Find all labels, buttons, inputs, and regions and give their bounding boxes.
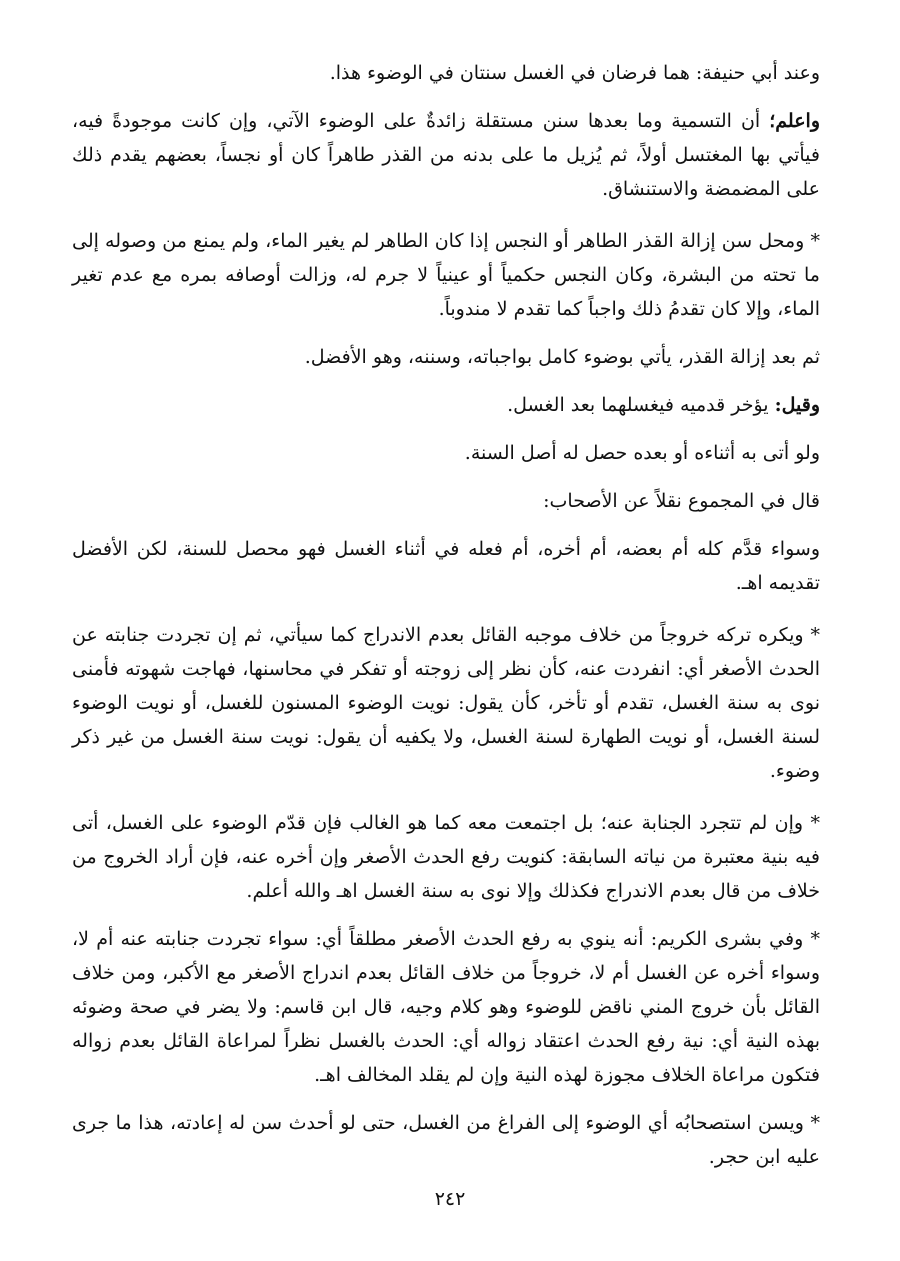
paragraph-it-is-said: وقيل: يؤخر قدميه فيغسلهما بعد الغسل. <box>507 394 820 416</box>
paragraph-abu-hanifa: وعند أبي حنيفة: هما فرضان في الغسل سنتان في الوضوء هذا. <box>329 62 820 84</box>
paragraph-if-not-isolated: * وإن لم تتجرد الجنابة عنه؛ بل اجتمعت معه كما هو الغالب فإن قدّم الوضوء على الغسل، أتى فيه بنية معتبرة من نياته السابقة: كنويت رفع الحدث الأصغر وإن أخره عنه، فإن أراد الخروج من خلاف من قال بعدم الاندراج فكذلك وإلا نوى به سنة الغسل اهـ والله أعلم. <box>72 812 820 902</box>
page-number: ٢٤٢ <box>434 1188 466 1210</box>
paragraph-whether-before: وسواء قدَّم كله أم بعضه، أم أخره، أم فعله في أثناء الغسل فهو محصل للسنة، لكن الأفضل تقديمه اهـ. <box>72 538 820 594</box>
lead-word: واعلم؛ <box>769 110 820 132</box>
paragraph-majmu-quote: قال في المجموع نقلاً عن الأصحاب: <box>543 490 820 512</box>
paragraph-disliked-to-leave: * ويكره تركه خروجاً من خلاف موجبه القائل بعدم الاندراج كما سيأتي، ثم إن تجردت جنابته عن الحدث الأصغر أي: انفردت عنه، كأن نظر إلى زوجته أو تفكر في محاسنها، فهاجت شهوته فأمنى نوى به سنة الغسل، تقدم أو تأخر، كأن يقول: نويت الوضوء المسنون للغسل، أو نويت الوضوء لسنة الغسل، أو نويت الطهارة لسنة الغسل، ولا يكفيه أن يقول: نويت سنة الغسل من غير ذكر وضوء. <box>72 624 820 782</box>
lead-word: وقيل: <box>774 394 820 416</box>
paragraph-during-or-after: ولو أتى به أثناءه أو بعده حصل له أصل السنة. <box>464 442 820 464</box>
paragraph-then-wudu: ثم بعد إزالة القذر، يأتي بوضوء كامل بواجباته، وسننه، وهو الأفضل. <box>304 346 820 368</box>
paragraph-know-that: واعلم؛ أن التسمية وما بعدها سنن مستقلة زائدةٌ على الوضوء الآتي، وإن كانت موجودةً فيه، فيأتي بها المغتسل أولاً، ثم يُزيل ما على بدنه من القذر طاهراً كان أو نجساً، بعضهم يقدم ذلك على المضمضة والاستنشاق. <box>72 110 820 200</box>
paragraph-removing-dirt: * ومحل سن إزالة القذر الطاهر أو النجس إذا كان الطاهر لم يغير الماء، ولم يمنع من وصوله إلى ما تحته من البشرة، وكان النجس حكمياً أو عينياً لا جرم له، وزالت أوصافه بمره مع عدم تغير الماء، وإلا كان تقدمُ ذلك واجباً كما تقدم لا مندوباً. <box>72 230 820 320</box>
paragraph-recommended-continuity: * ويسن استصحابُه أي الوضوء إلى الفراغ من الغسل، حتى لو أحدث سن له إعادته، هذا ما جرى عليه ابن حجر. <box>72 1112 820 1168</box>
paragraph-bushra-al-karim: * وفي بشرى الكريم: أنه ينوي به رفع الحدث الأصغر مطلقاً أي: سواء تجردت جنابته عنه أم لا، وسواء أخره عن الغسل أم لا، خروجاً من خلاف القائل بعدم اندراج الأصغر مع الأكبر، ومن خلاف القائل بأن خروج المني ناقض للوضوء وهو كلام وجيه، قال ابن قاسم: ولا يضر في صحة وضوئه بهذه النية أي: نية رفع الحدث اعتقاد زواله أي: الحدث بالغسل نظراً لمراعاة القائل بعدم زواله فتكون مراعاة الخلاف مجوزة لهذه النية وإن لم يقلد المخالف اهـ. <box>72 928 820 1086</box>
document-body <box>72 56 820 1174</box>
